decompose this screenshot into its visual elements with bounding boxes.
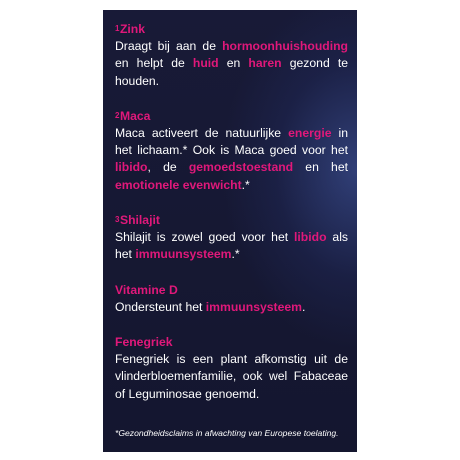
description-text: .: [301, 299, 306, 314]
description-text: Ondersteunt het: [115, 299, 206, 314]
footnote-marker: 3: [115, 215, 120, 225]
description-text: gezond te houden.: [115, 56, 349, 88]
ingredient-title: [115, 108, 348, 125]
ingredient-title: [115, 282, 348, 299]
ingredient-section: [115, 108, 348, 194]
highlighted-term: immuunsysteem: [135, 247, 232, 262]
ingredient-section: [115, 282, 348, 316]
description-text: en: [218, 56, 249, 71]
ingredient-description: [115, 351, 348, 403]
ingredient-title: [115, 21, 348, 38]
description-text: Shilajit is zowel goed voor het: [115, 230, 295, 245]
footnote: *Gezondheidsclaims in afwachting van Europese toelating.: [115, 428, 339, 438]
footnote-marker: 2: [115, 110, 120, 120]
description-text: en het: [293, 160, 348, 175]
ingredient-description: [115, 125, 348, 194]
highlighted-term: energie: [288, 125, 332, 140]
highlighted-term: haren: [248, 56, 282, 71]
ingredients-panel: [103, 10, 357, 452]
highlighted-term: immuunsysteem: [205, 299, 302, 314]
ingredient-description: [115, 299, 348, 316]
highlighted-term: gemoedstoestand: [188, 160, 294, 175]
footnote-marker: 1: [115, 24, 120, 33]
ingredient-name: Fenegriek: [115, 334, 173, 349]
description-text: , de: [147, 160, 189, 175]
description-text: Draagt bij aan de: [115, 39, 223, 53]
ingredient-title: [115, 334, 348, 351]
ingredient-name: Shilajit: [119, 213, 160, 228]
highlighted-term: libido: [115, 160, 148, 175]
highlighted-term: hormoonhuishouding: [222, 39, 348, 53]
description-text: Fenegriek is een plant afkomstig uit de vlinderbloemenfamilie, ook wel Fabaceae of Leguminosae genoemd.: [115, 351, 348, 401]
highlighted-term: emotionele evenwicht: [115, 177, 242, 192]
ingredient-name: Zink: [119, 22, 146, 36]
description-text: als het: [115, 230, 348, 262]
description-text: in het lichaam.* Ook is Maca goed voor het: [115, 125, 349, 158]
highlighted-term: libido: [294, 230, 327, 245]
description-text: .*: [231, 247, 240, 262]
ingredient-section: [115, 21, 348, 90]
ingredient-section: [115, 334, 348, 403]
ingredient-name: Maca: [119, 108, 151, 123]
description-text: en helpt de: [115, 56, 193, 71]
ingredient-section: [115, 212, 348, 264]
ingredient-name: Vitamine D: [115, 282, 178, 297]
ingredient-title: [115, 212, 348, 229]
description-text: .*: [241, 177, 250, 192]
ingredient-description: [115, 38, 348, 90]
description-text: Maca activeert de natuurlijke: [115, 125, 289, 140]
ingredient-list: [115, 21, 348, 403]
ingredient-description: [115, 229, 348, 264]
highlighted-term: huid: [192, 56, 219, 71]
